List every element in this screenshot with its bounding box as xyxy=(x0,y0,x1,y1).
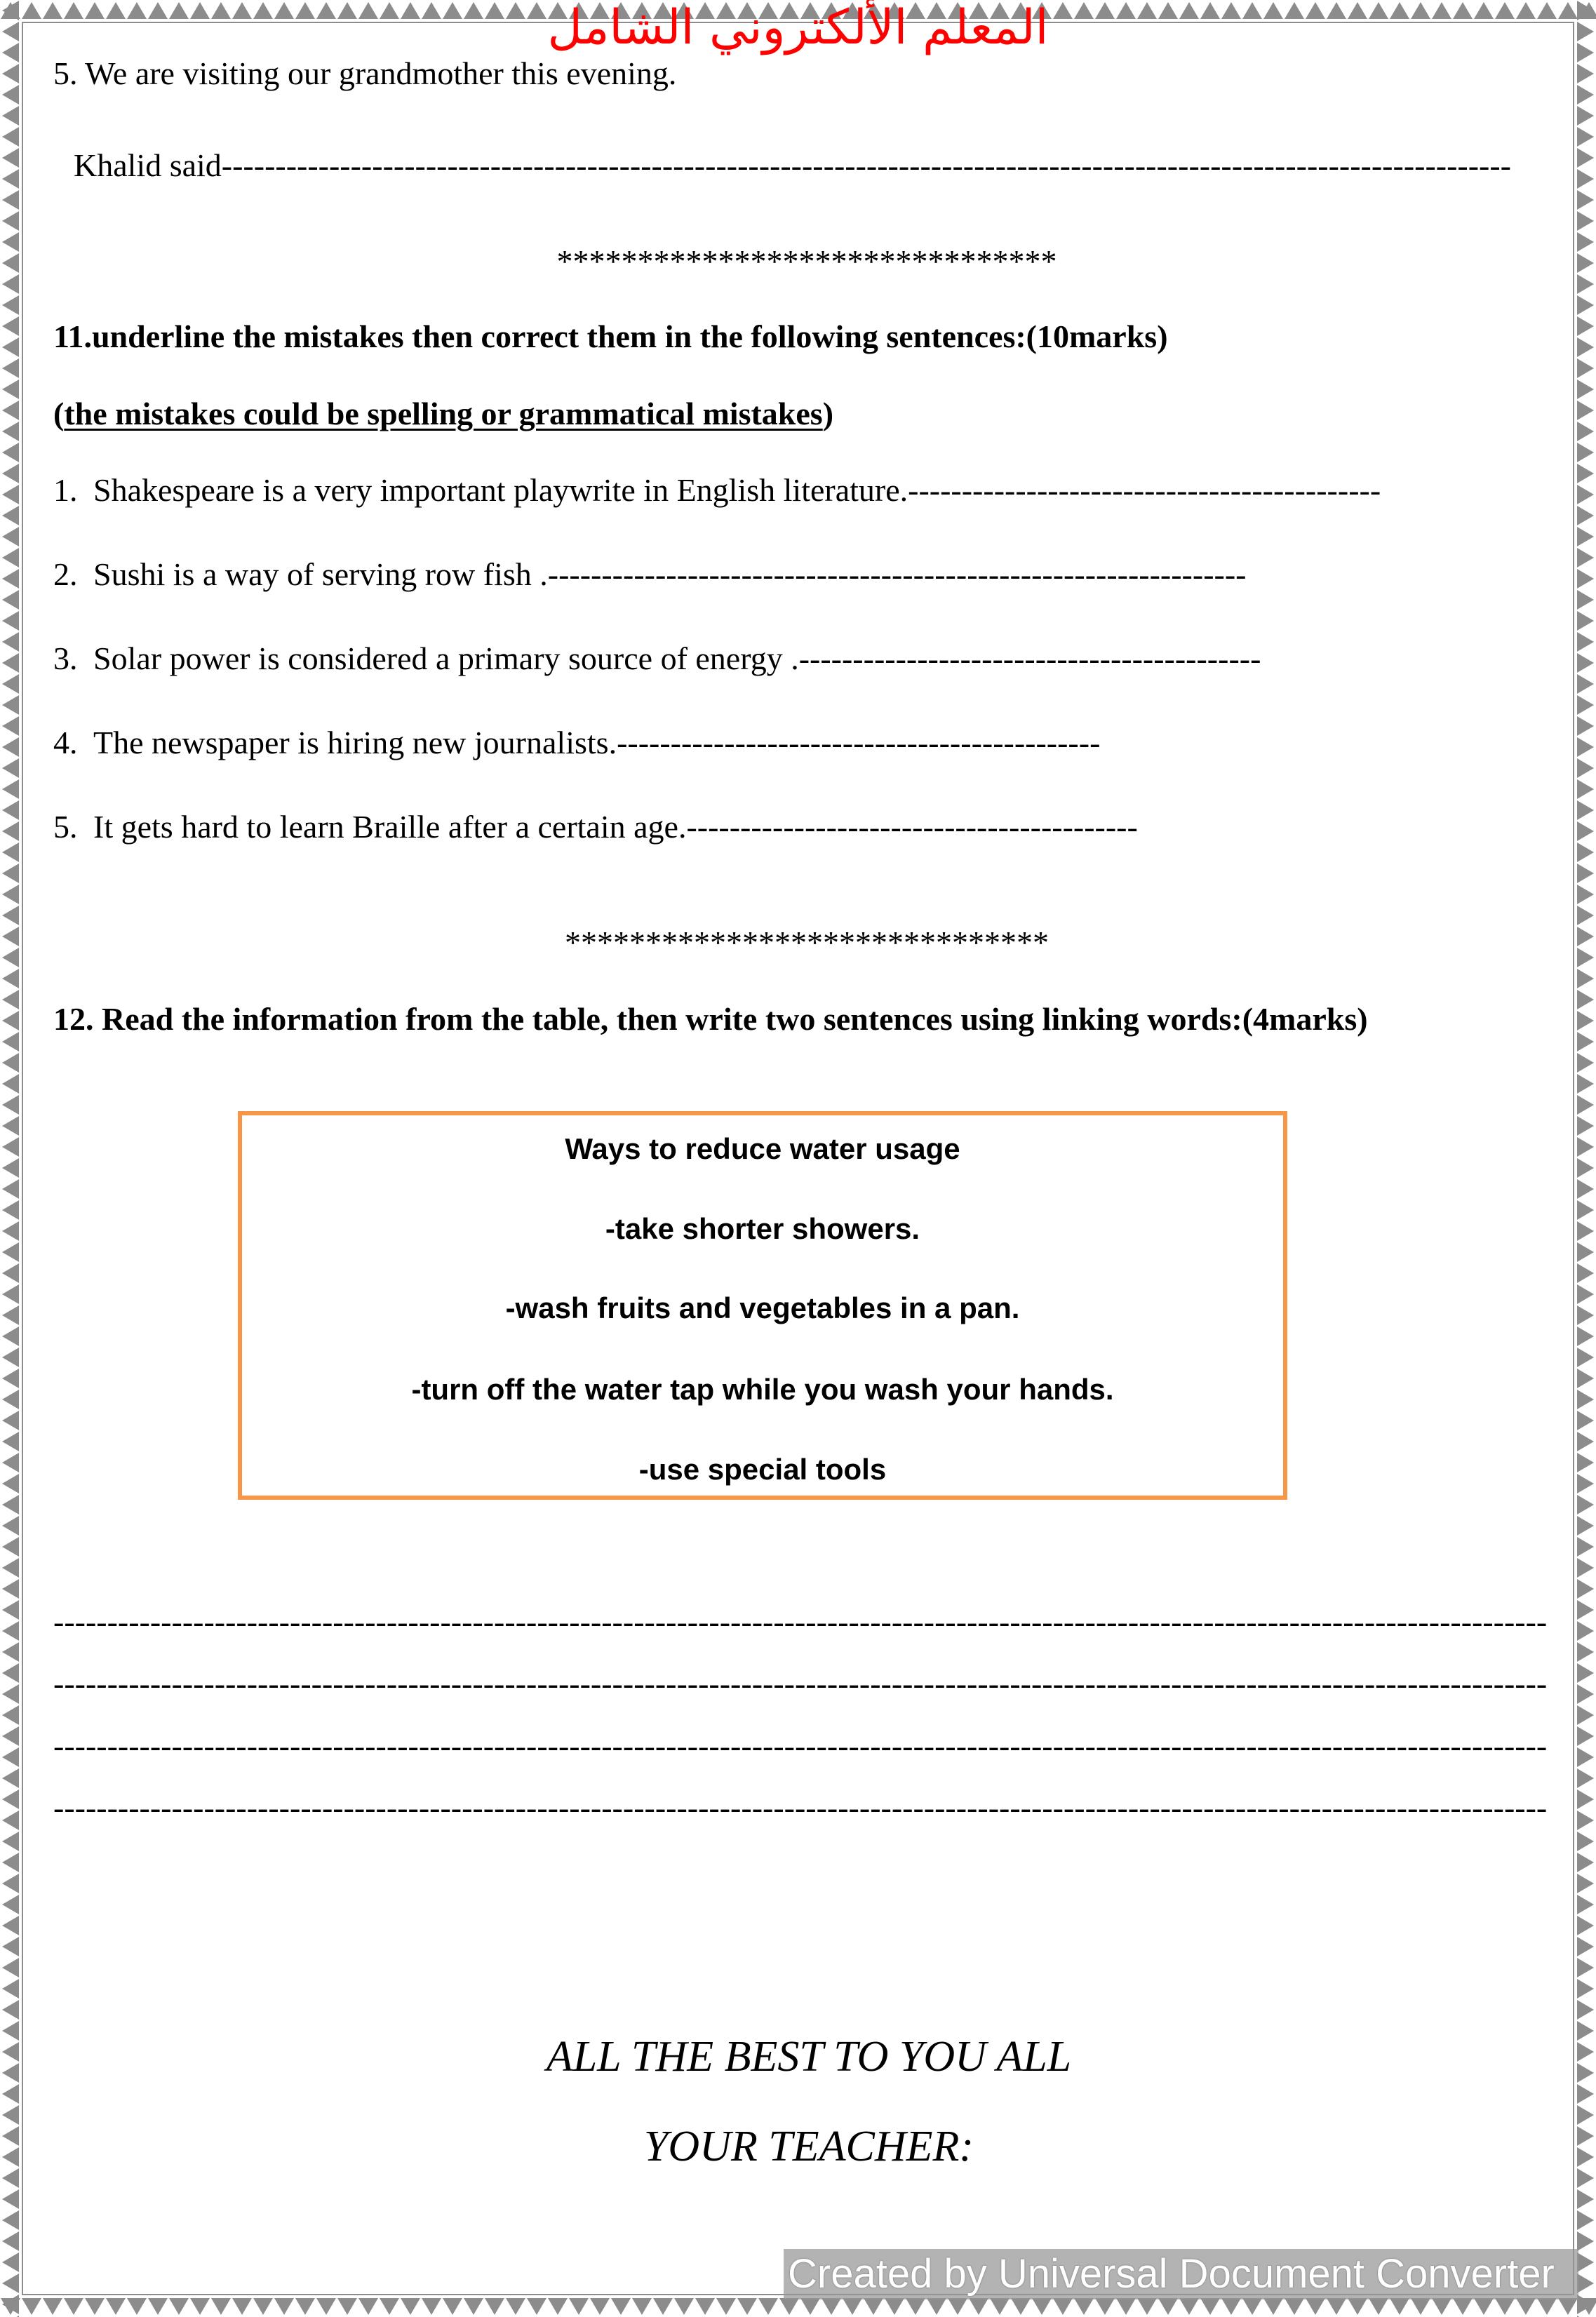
list-item-number: 1. xyxy=(53,472,78,508)
list-item xyxy=(53,724,1548,761)
list-item-number: 3. xyxy=(53,640,78,676)
page-border-left xyxy=(0,0,21,2317)
answer-line-4: ------------------------------------------------------------------------------------------------------------------------------------------- xyxy=(53,1789,1548,1825)
info-table-row: -wash fruits and vegetables in a pan. xyxy=(505,1291,1020,1324)
info-table xyxy=(238,1111,1287,1500)
list-item-text: Solar power is considered a primary source of energy .------------------------------------------- xyxy=(93,640,1261,676)
closing-wish: ALL THE BEST TO YOU ALL xyxy=(546,2033,1072,2081)
site-header-title: المعلم الألكتروني الشامل xyxy=(547,0,1049,55)
list-item-number: 4. xyxy=(53,725,78,760)
list-item xyxy=(53,640,1548,677)
info-table-row: -take shorter showers. xyxy=(605,1212,920,1245)
list-item xyxy=(53,556,1548,593)
question-11-title: 11.underline the mistakes then correct them in the following sentences:(10marks) xyxy=(53,318,1168,354)
list-item-text: Sushi is a way of serving row fish .----------------------------------------------------------------- xyxy=(93,556,1247,592)
previous-question-item-5: 5. We are visiting our grandmother this evening. xyxy=(53,55,677,91)
question-11-note xyxy=(53,395,1562,432)
note-open-paren: ( xyxy=(53,396,65,431)
note-underlined-text: the mistakes could be spelling or grammatical mistakes xyxy=(64,396,823,431)
list-item-number: 2. xyxy=(53,556,78,592)
converter-watermark: Created by Universal Document Converter xyxy=(784,2249,1578,2299)
list-item-text: The newspaper is hiring new journalists.--------------------------------------------- xyxy=(93,725,1101,760)
list-item xyxy=(53,471,1548,509)
list-item-text: Shakespeare is a very important playwrite in English literature.-------------------------------------------- xyxy=(93,472,1381,508)
answer-line-1: ------------------------------------------------------------------------------------------------------------------------------------------- xyxy=(53,1604,1548,1639)
separator-asterisks-1: ******************************* xyxy=(556,243,1057,279)
list-item-text: It gets hard to learn Braille after a certain age.------------------------------------------ xyxy=(93,809,1138,845)
question-12-title: 12. Read the information from the table, then write two sentences using linking words:(4marks) xyxy=(53,1001,1368,1037)
answer-line-3: ------------------------------------------------------------------------------------------------------------------------------------------- xyxy=(53,1728,1548,1764)
previous-question-answer-line: Khalid said------------------------------------------------------------------------------------------------------------------------ xyxy=(74,147,1511,183)
answer-line-2: ------------------------------------------------------------------------------------------------------------------------------------------- xyxy=(53,1665,1548,1701)
list-item xyxy=(53,808,1548,845)
list-item-number: 5. xyxy=(53,809,78,845)
info-table-row: -turn off the water tap while you wash your hands. xyxy=(411,1373,1114,1406)
separator-asterisks-2: ****************************** xyxy=(565,925,1049,960)
page-border-right xyxy=(1575,0,1596,2317)
info-table-row: -use special tools xyxy=(638,1453,887,1486)
closing-teacher: YOUR TEACHER: xyxy=(643,2123,974,2170)
info-table-heading: Ways to reduce water usage xyxy=(565,1132,960,1165)
note-close-paren: ) xyxy=(822,396,834,431)
